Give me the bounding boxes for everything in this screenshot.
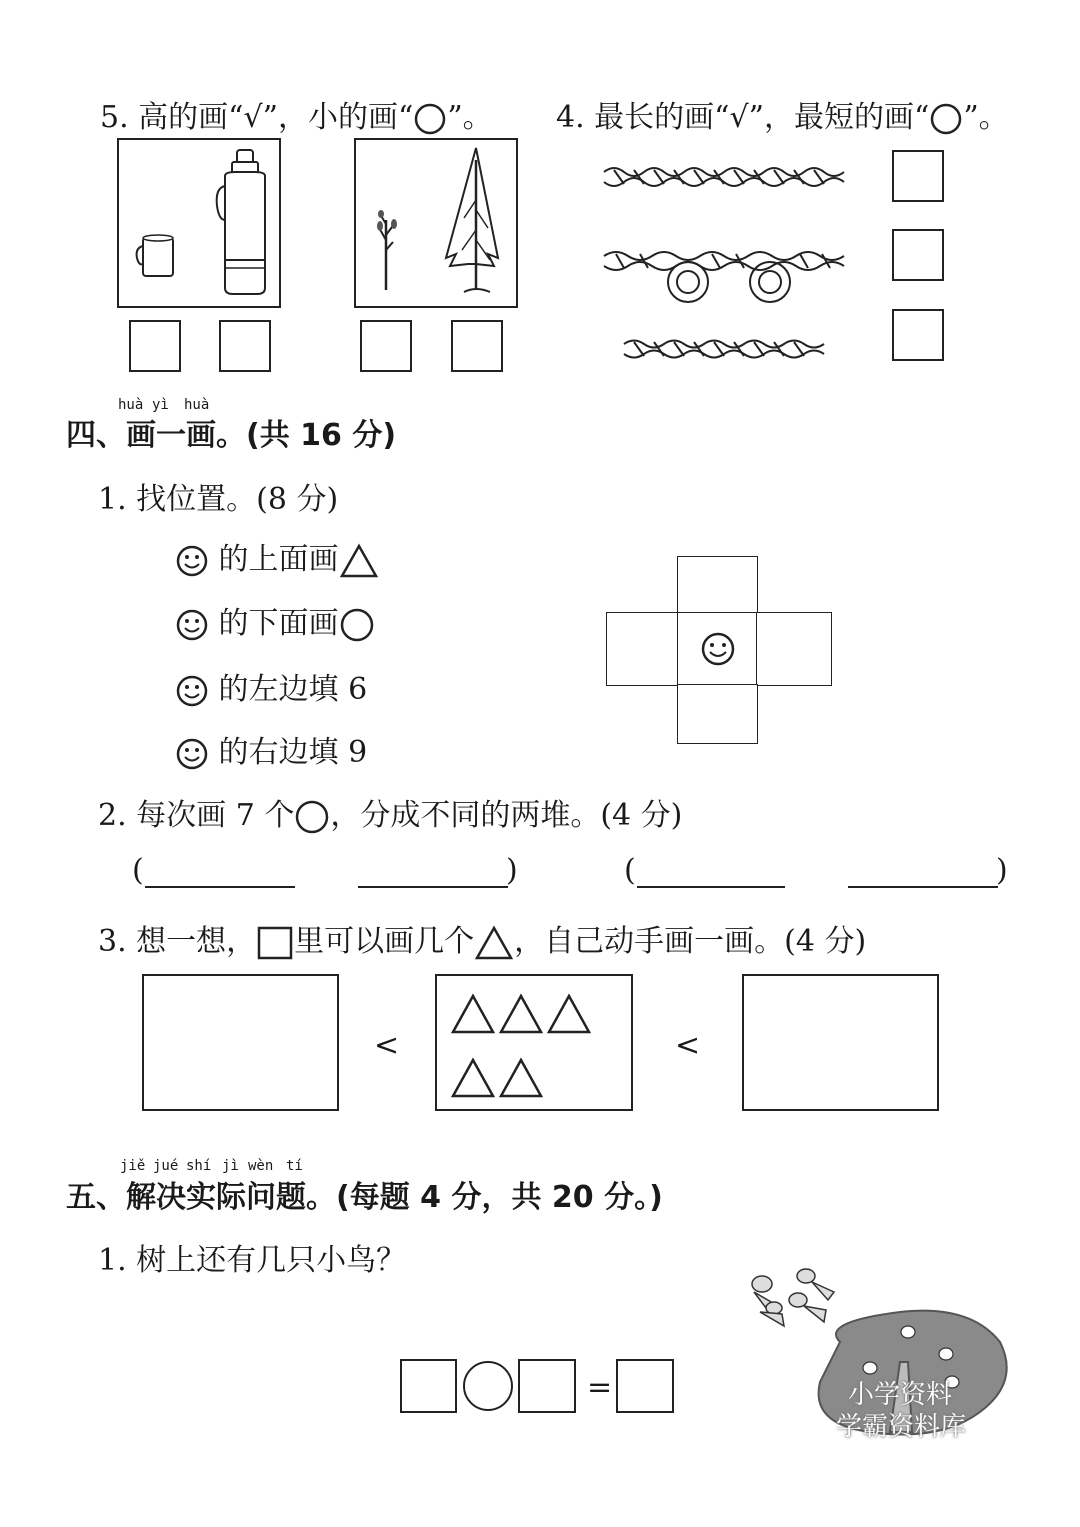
circle-icon (929, 102, 963, 136)
tree-icon (356, 140, 516, 306)
grid-cell-center (677, 612, 758, 686)
s4q3-text-c: ，自己动手画一画。(4 分) (514, 924, 867, 959)
cup-thermos-picture (117, 138, 281, 308)
section5-pinyin-6: tí (286, 1158, 303, 1174)
q5-text-b: ”，小的画“ (262, 100, 414, 135)
grid-cell-right[interactable] (756, 612, 832, 686)
answer-box-rope-3[interactable] (892, 309, 944, 361)
q4-text-a: 4. 最长的画“ (556, 100, 730, 135)
draw-box-left[interactable] (142, 974, 339, 1111)
s4q1-item-below-text: 的下面画 (218, 606, 339, 641)
smiley-icon (175, 608, 209, 642)
less-than-sign-2: < (675, 1028, 701, 1063)
watermark-line-2: 学霸资料库 (836, 1412, 967, 1442)
cup-thermos-icon (119, 140, 279, 306)
smiley-icon (175, 737, 209, 771)
s4q3-title (98, 916, 866, 961)
smiley-icon (175, 544, 209, 578)
answer-line-1[interactable] (145, 886, 295, 888)
q5-text-c: ”。 (447, 100, 493, 135)
s4q3-text-b: 里可以画几个 (294, 924, 475, 959)
equation-box-2[interactable] (518, 1359, 576, 1413)
paren-open-1: ( (132, 853, 144, 888)
s5q1-title: 1. 树上还有几只小鸟？ (98, 1243, 407, 1278)
triangle-icon (474, 925, 514, 961)
ropes-icon (600, 160, 850, 370)
s4q1-item-right (175, 727, 367, 771)
grid-cell-bottom[interactable] (677, 684, 758, 744)
smiley-icon (698, 629, 738, 669)
s4q1-item-above (175, 534, 379, 579)
s4q2-title (98, 790, 682, 835)
smiley-icon (175, 674, 209, 708)
q4-title (556, 92, 1009, 136)
cross-grid (606, 556, 832, 744)
section4-pinyin-3: huà (184, 397, 210, 413)
answer-line-3[interactable] (637, 886, 785, 888)
answer-box-cup[interactable] (129, 320, 181, 372)
answer-box-thermos[interactable] (219, 320, 271, 372)
s4q1-item-below (175, 598, 375, 643)
s4q2-text-b: ，分成不同的两堆。(4 分) (330, 798, 683, 833)
equation-box-result[interactable] (616, 1359, 674, 1413)
section5-pinyin-2: jué (153, 1158, 179, 1174)
answer-box-small-tree[interactable] (360, 320, 412, 372)
section4-pinyin-2: yì (152, 397, 169, 413)
s4q2-text-a: 2. 每次画 7 个 (98, 798, 295, 833)
q5-text-a: 5. 高的画“ (100, 100, 244, 135)
grid-cell-top[interactable] (677, 556, 758, 614)
s4q1-item-left-text: 的左边填 6 (218, 672, 368, 707)
paren-close-2: ) (996, 853, 1008, 888)
section4-pinyin-1: huà (118, 397, 144, 413)
less-than-sign-1: < (374, 1028, 400, 1063)
section5-pinyin-3: shí (186, 1158, 212, 1174)
triangle-box-middle (435, 974, 633, 1111)
paren-open-2: ( (624, 853, 636, 888)
s4q3-text-a: 3. 想一想， (98, 924, 257, 959)
circle-icon (413, 102, 447, 136)
s4q1-item-above-text: 的上面画 (218, 542, 339, 577)
answer-line-2[interactable] (358, 886, 508, 888)
watermark-line-1: 小学资料 (848, 1380, 953, 1410)
answer-box-rope-2[interactable] (892, 229, 944, 281)
section5-pinyin-4: jì (222, 1158, 239, 1174)
equals-sign: = (587, 1370, 613, 1405)
s4q1-item-left (175, 664, 367, 708)
square-icon (256, 925, 294, 961)
q5-check-mark: √ (243, 100, 263, 135)
five-triangles-icon (437, 976, 631, 1109)
paren-close-1: ) (506, 853, 518, 888)
grid-cell-left[interactable] (606, 612, 679, 686)
section5-pinyin-5: wèn (248, 1158, 274, 1174)
answer-box-rope-1[interactable] (892, 150, 944, 202)
answer-line-4[interactable] (848, 886, 998, 888)
q4-text-b: ”，最短的画“ (748, 100, 930, 135)
operator-circle-icon[interactable] (462, 1360, 514, 1412)
section5-title: 五、解决实际问题。(每题 4 分，共 20 分。) (66, 1180, 663, 1215)
equation-box-1[interactable] (400, 1359, 457, 1413)
circle-icon (294, 799, 330, 835)
s4q1-title: 1. 找位置。(8 分) (98, 482, 339, 517)
q4-text-c: ”。 (963, 100, 1009, 135)
section5-pinyin-1: jiě (120, 1158, 146, 1174)
q4-check-mark: √ (729, 100, 749, 135)
answer-box-tall-tree[interactable] (451, 320, 503, 372)
draw-box-right[interactable] (742, 974, 939, 1111)
triangle-icon (339, 543, 379, 579)
s4q1-item-right-text: 的右边填 9 (218, 735, 368, 770)
circle-icon (339, 607, 375, 643)
small-tall-tree-picture (354, 138, 518, 308)
q5-title (100, 92, 493, 136)
section4-title: 四、画一画。(共 16 分) (66, 418, 397, 453)
